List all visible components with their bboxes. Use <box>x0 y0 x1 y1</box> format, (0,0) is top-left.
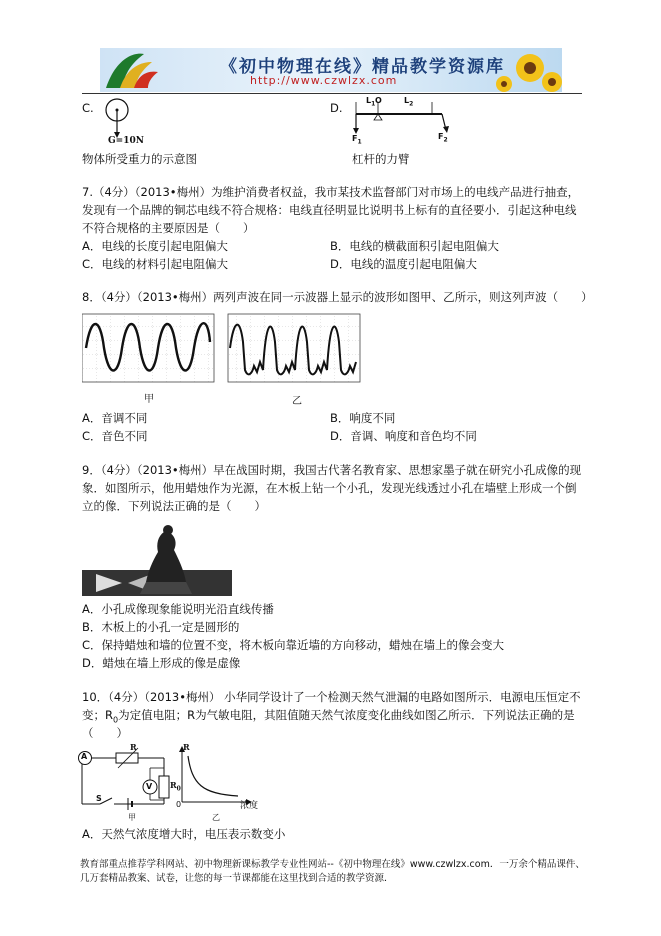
q7-option-b: B．电线的横截面积引起电阻偏大 <box>330 239 499 253</box>
q9-stem-line1: 9．（4分）（2013•梅州）早在战国时期，我国古代著名教育家、思想家墨子就在研究小孔成像的现 <box>82 463 582 477</box>
header-rule <box>82 93 582 94</box>
header-banner <box>100 48 562 92</box>
q8-option-c: C．音色不同 <box>82 429 148 443</box>
q10-option-a: A．天然气浓度增大时，电压表示数变小 <box>82 827 286 841</box>
lever-l2-label: $L_2$ <box>404 96 414 108</box>
q10-stem-line3: （ ） <box>82 726 128 740</box>
q9-stem-line3: 立的像．下列说法正确的是（ ） <box>82 499 266 513</box>
q9-option-c: C．保持蜡烛和墙的位置不变，将木板向靠近墙的方向移动，蜡烛在墙上的像会变大 <box>82 638 505 652</box>
q8-option-a: A．音调不同 <box>82 411 148 425</box>
footer-line2: 几万套精品教案、试卷，让您的每一节课都能在这里找到合适的教学资源． <box>80 873 394 884</box>
q9-option-d: D．蜡烛在墙上形成的像是虚像 <box>82 656 241 670</box>
q10-stem-line1: 10．（4分）（2013•梅州） 小华同学设计了一个检测天然气泄漏的电路如图所示．电源电压恒定不 <box>82 690 581 704</box>
footer-line1: 教育部重点推荐学科网站、初中物理新课标教学专业性网站--《初中物理在线》www.czwlzx.com．一万余个精品课件、 <box>80 859 585 870</box>
site-url[interactable]: http://www.czwlzx.com <box>250 74 398 87</box>
oscilloscope-waveforms <box>82 312 362 388</box>
q6-option-c-label: C. <box>82 101 94 115</box>
fixed-resistor-r0-label: $R_0$ <box>170 780 181 793</box>
voltmeter-label: V <box>146 782 153 791</box>
graph-x-axis-label: 浓度 <box>240 801 259 811</box>
q9-option-a: A．小孔成像现象能说明光沿直线传播 <box>82 602 274 616</box>
q6-option-d-caption: 杠杆的力臂 <box>352 152 410 166</box>
q9-stem-line2: 象．如图所示，他用蜡烛作为光源，在木板上钻一个小孔，发现光线透过小孔在墙壁上形成一个倒 <box>82 481 577 495</box>
q8-figure-b-caption: 乙 <box>292 396 302 407</box>
q7-stem-line3: 不符合规格的主要原因是（ ） <box>82 221 255 235</box>
q7-option-a: A．电线的长度引起电阻偏大 <box>82 239 228 253</box>
switch-label: S <box>96 794 102 803</box>
pinhole-illustration <box>82 522 232 596</box>
circuit-diagram <box>80 742 180 814</box>
q7-stem-line2: 发现有一个品牌的铜芯电线不符合规格：电线直径明显比说明书上标有的直径要小．引起这种电线 <box>82 203 577 217</box>
q10-stem-line2: 变；$R_0$为定值电阻；R为气敏电阻，其阻值随天然气浓度变化曲线如图乙所示．下列说法正确的是 <box>82 708 575 725</box>
q8-option-d: D．音调、响度和音色均不同 <box>330 429 477 443</box>
lever-f2-label: $F_2$ <box>438 132 448 144</box>
q10-figure-a-caption: 甲 <box>128 813 136 822</box>
lever-l1-label: $L_1$ <box>366 96 376 108</box>
lever-o-label: O <box>375 96 382 105</box>
q8-option-b: B．响度不同 <box>330 411 396 425</box>
lever-f1-label: $F_1$ <box>352 134 362 146</box>
gravity-label: G=10N <box>108 136 144 146</box>
site-title: 《初中物理在线》精品教学资源库 <box>220 57 505 77</box>
q8-stem: 8．（4分）（2013•梅州）两列声波在同一示波器上显示的波形如图甲、乙所示，则这列声波（ ） <box>82 290 593 304</box>
gas-sensor-r-label: R <box>130 742 137 752</box>
q7-option-d: D．电线的温度引起电阻偏大 <box>330 257 477 271</box>
q6-option-d-label: D. <box>330 101 343 115</box>
q7-stem-line1: 7.（4分）（2013•梅州）为维护消费者权益，我市某技术监督部门对市场上的电线产品进行抽查， <box>82 185 580 199</box>
q10-figure-b-caption: 乙 <box>212 813 220 822</box>
q9-option-b: B．木板上的小孔一定是圆形的 <box>82 620 240 634</box>
q6-option-c-caption: 物体所受重力的示意图 <box>82 152 197 166</box>
graph-y-axis-label: R <box>183 742 190 752</box>
ammeter-label: A <box>81 752 88 761</box>
q8-figure-a-caption: 甲 <box>144 394 154 405</box>
graph-origin-label: 0 <box>176 800 182 809</box>
q7-option-c: C．电线的材料引起电阻偏大 <box>82 257 229 271</box>
